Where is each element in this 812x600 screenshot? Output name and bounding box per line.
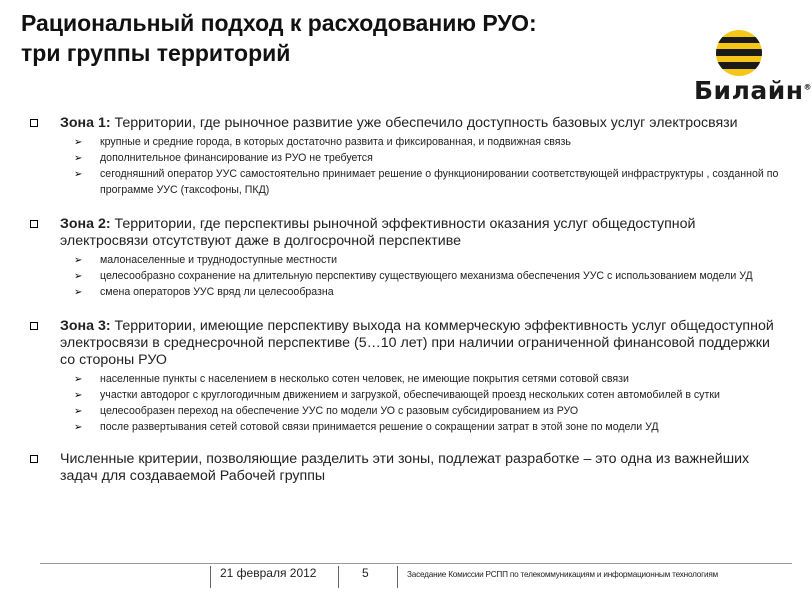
list-item: ➢ населенные пункты с населением в несколько сотен человек, не имеющие покрытия сетями сотовой связи <box>60 371 780 387</box>
list-item: ➢ целесообразно сохранение на длительную перспективу существующего механизма обеспечения УУС с использованием модели УД <box>60 268 780 284</box>
footer-separator <box>397 566 398 588</box>
title-line-1: Рациональный подход к расходованию РУО: <box>21 10 537 36</box>
list-item: ➢ после развертывания сетей сотовой связи принимается решение о сокращении затрат в этой зоне по модели УД <box>60 419 780 435</box>
zone-3-list <box>60 371 780 435</box>
arrow-bullet-icon: ➢ <box>74 287 83 298</box>
zone-2-text: Зона 2: Территории, где перспективы рыночной эффективности оказания услуг общедоступной электросвязи отсутствуют даже в долгосрочной перспективе <box>60 216 696 249</box>
list-item: ➢ целесообразен переход на обеспечение УУС по модели УО с разовым субсидированием из РУО <box>60 403 780 419</box>
square-bullet-icon <box>30 322 38 330</box>
arrow-bullet-icon: ➢ <box>74 374 83 385</box>
square-bullet-icon <box>30 455 38 463</box>
title-line-2: три группы территорий <box>21 40 291 66</box>
footer-separator <box>338 566 339 588</box>
arrow-bullet-icon: ➢ <box>74 406 83 417</box>
arrow-bullet-icon: ➢ <box>74 271 83 282</box>
list-item: ➢ малонаселенные и труднодоступные местности <box>60 252 780 268</box>
footer-event: Заседание Комиссии РСПП по телекоммуникациям и информационным технологиям <box>407 570 718 579</box>
list-item: ➢ сегодняшний оператор УУС самостоятельно принимает решение о функционировании соответствующей инфраструктуры , созданной по программе УУС (таксофоны, ПКД) <box>74 168 779 196</box>
list-item: ➢ смена операторов УУС вряд ли целесообразна <box>60 284 780 300</box>
zone-3 <box>30 318 780 435</box>
logo-wordmark: Билайн® <box>694 76 812 105</box>
slide-content <box>30 115 780 485</box>
zone-2 <box>30 216 780 300</box>
closing-point <box>30 451 780 485</box>
zone-2-list <box>60 252 780 300</box>
zone-1 <box>30 115 780 198</box>
arrow-bullet-icon: ➢ <box>74 169 83 180</box>
arrow-bullet-icon: ➢ <box>74 422 83 433</box>
list-item: ➢ крупные и средние города, в которых достаточно развита и фиксированная, и подвижная связь <box>60 134 780 150</box>
closing-text: Численные критерии, позволяющие разделить эти зоны, подлежат разработке – это одна из важнейших задач для создаваемой Рабочей группы <box>60 451 750 484</box>
zone-1-text: Зона 1: Территории, где рыночное развитие уже обеспечило доступность базовых услуг электросвязи <box>60 115 738 131</box>
arrow-bullet-icon: ➢ <box>74 255 83 266</box>
beeline-logo <box>694 28 812 105</box>
arrow-bullet-icon: ➢ <box>74 390 83 401</box>
zone-3-text: Зона 3: Территории, имеющие перспективу выхода на коммерческую эффективность услуг общедоступной электросвязи в среднесрочной перспективе (5…10 лет) при наличии ограниченной финансовой поддержки со стороны РУО <box>60 318 774 368</box>
footer-divider <box>40 563 792 564</box>
square-bullet-icon <box>30 119 38 127</box>
footer-date: 21 февраля 2012 <box>220 566 317 580</box>
list-item: ➢ дополнительное финансирование из РУО не требуется <box>60 150 780 166</box>
footer-separator <box>210 566 211 588</box>
list-item: ➢ участки автодорог с круглогодичным движением и загрузкой, обеспечивающей проезд нескольких сотен автомобилей в сутки <box>60 387 780 403</box>
arrow-bullet-icon: ➢ <box>74 137 83 148</box>
square-bullet-icon <box>30 220 38 228</box>
zone-1-list <box>60 134 780 198</box>
page-number: 5 <box>362 566 369 580</box>
arrow-bullet-icon: ➢ <box>74 153 83 164</box>
slide-title <box>21 8 661 68</box>
beeline-stripe-icon <box>714 28 764 78</box>
